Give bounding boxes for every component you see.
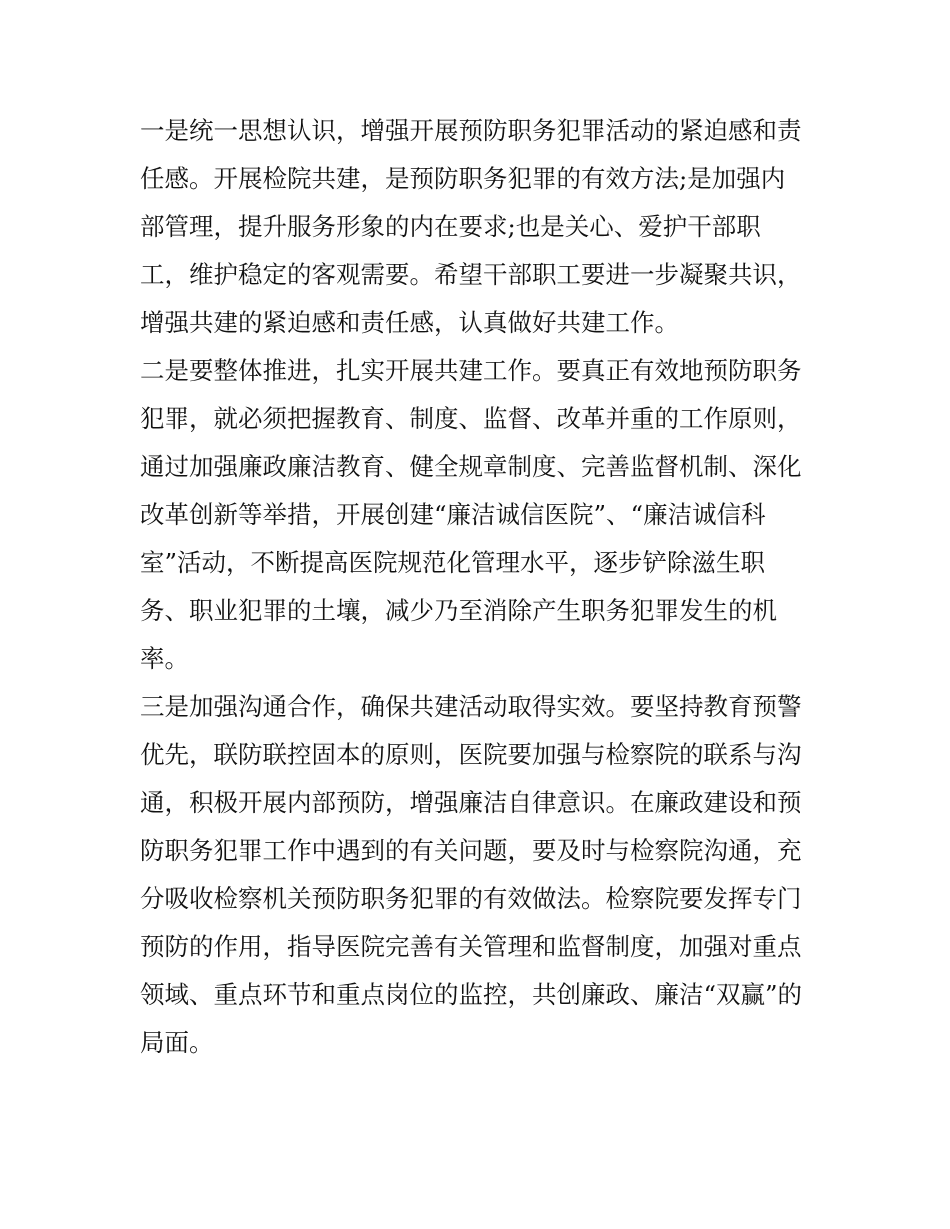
text-line: 率。 [140,644,189,673]
text-line: 改革创新等举措，开展创建“廉洁诚信医院”、“廉洁诚信科 [140,500,766,529]
text-line: 室”活动，不断提高医院规范化管理水平，逐步铲除滋生职 [140,548,766,577]
paragraph-3 [140,683,820,1067]
text-line: 一是统一思想认识，增强开展预防职务犯罪活动的紧迫感和责 [140,116,802,145]
text-line: 领域、重点环节和重点岗位的监控，共创廉政、廉洁“双赢”的 [140,980,803,1009]
text-line: 任感。开展检院共建，是预防职务犯罪的有效方法;是加强内 [140,164,786,193]
text-line: 通过加强廉政廉洁教育、健全规章制度、完善监督机制、深化 [140,452,802,481]
paragraph-1 [140,107,820,347]
text-line: 工，维护稳定的客观需要。希望干部职工要进一步凝聚共识， [140,260,802,289]
text-line: 分吸收检察机关预防职务犯罪的有效做法。检察院要发挥专门 [140,884,802,913]
text-line: 三是加强沟通合作，确保共建活动取得实效。要坚持教育预警 [140,692,802,721]
text-line: 犯罪，就必须把握教育、制度、监督、改革并重的工作原则， [140,404,802,433]
text-line: 局面。 [140,1028,214,1057]
text-line: 通，积极开展内部预防，增强廉洁自律意识。在廉政建设和预 [140,788,802,817]
paragraph-2 [140,347,820,683]
text-line: 防职务犯罪工作中遇到的有关问题，要及时与检察院沟通，充 [140,836,802,865]
document-body [140,107,820,1067]
text-line: 务、职业犯罪的土壤，减少乃至消除产生职务犯罪发生的机 [140,596,777,625]
text-line: 增强共建的紧迫感和责任感，认真做好共建工作。 [140,308,679,337]
text-line: 二是要整体推进，扎实开展共建工作。要真正有效地预防职务 [140,356,802,385]
text-line: 优先，联防联控固本的原则，医院要加强与检察院的联系与沟 [140,740,802,769]
text-line: 预防的作用，指导医院完善有关管理和监督制度，加强对重点 [140,932,802,961]
text-line: 部管理，提升服务形象的内在要求;也是关心、爱护干部职 [140,212,761,241]
